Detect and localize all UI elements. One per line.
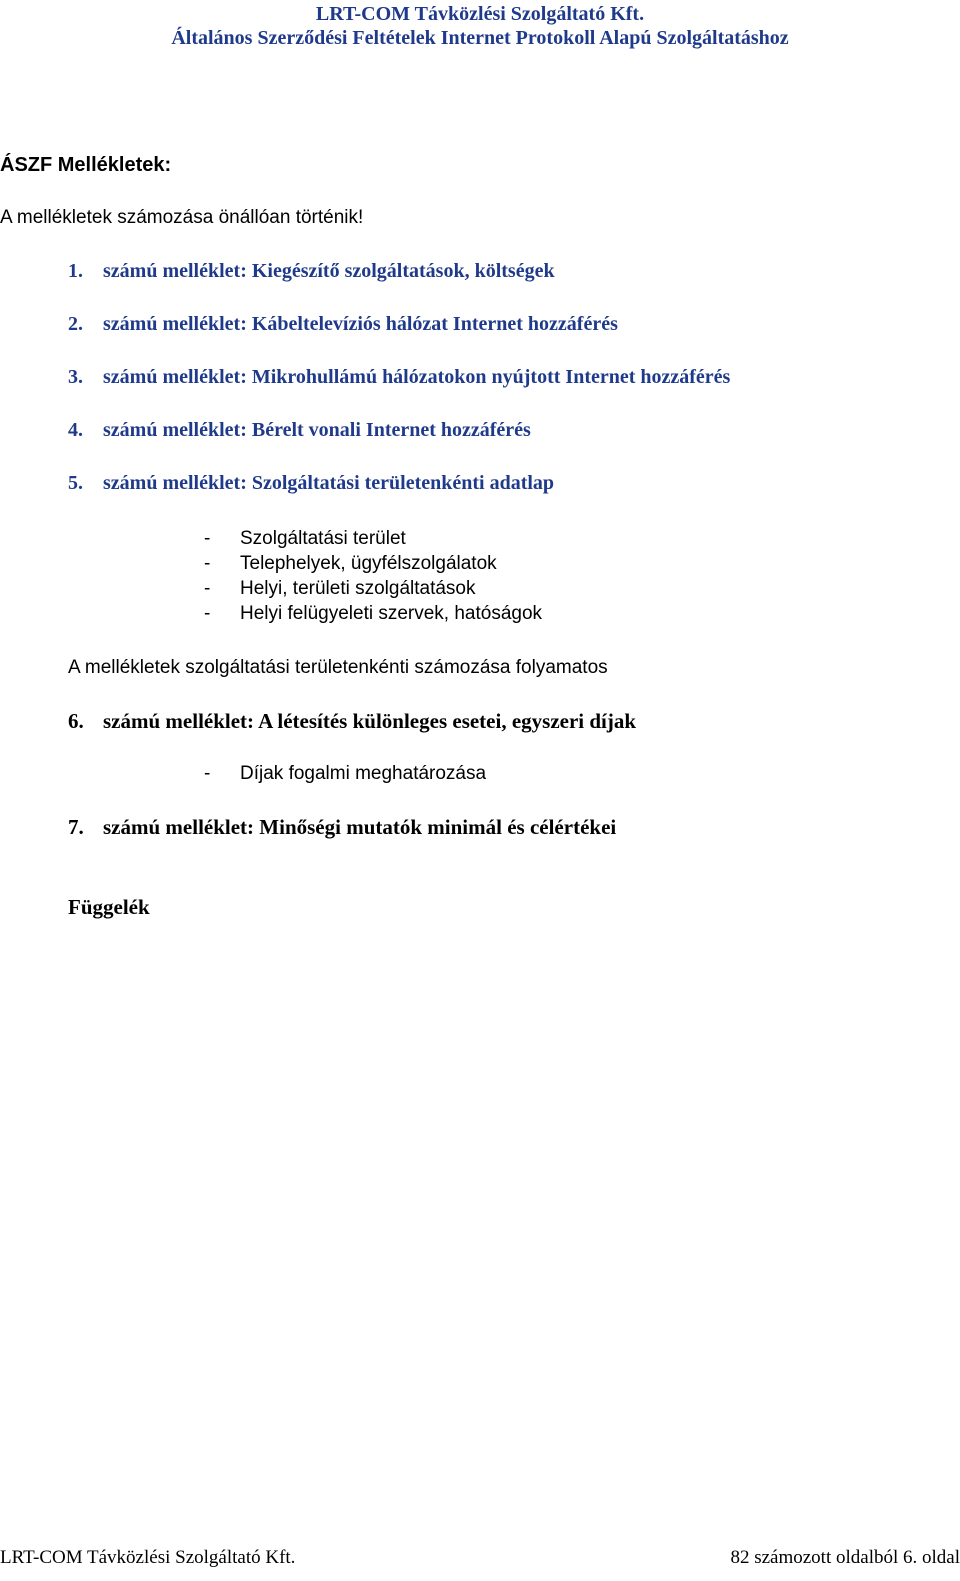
- dash-bullet: -: [204, 528, 211, 549]
- section-title: ÁSZF Mellékletek:: [0, 154, 172, 176]
- list-item-text: Díjak fogalmi meghatározása: [240, 763, 487, 784]
- list-item-text: Szolgáltatási terület: [240, 528, 406, 549]
- footer-company: LRT-COM Távközlési Szolgáltató Kft.: [0, 1547, 296, 1568]
- list-item-text: Telephelyek, ügyfélszolgálatok: [240, 553, 497, 574]
- appendix-number: 4.: [68, 419, 83, 441]
- appendix-number: 2.: [68, 313, 83, 335]
- dash-bullet: -: [204, 603, 211, 624]
- dash-bullet: -: [204, 553, 211, 574]
- appendix-number: 7.: [68, 815, 84, 839]
- header-company: LRT-COM Távközlési Szolgáltató Kft.: [315, 3, 645, 25]
- dash-bullet: -: [204, 578, 211, 599]
- appendix-text: számú melléklet: Minőségi mutatók minimál és célértékei: [103, 815, 617, 839]
- list-item-text: Helyi, területi szolgáltatások: [240, 578, 476, 599]
- appendix-text: számú melléklet: Kiegészítő szolgáltatások, költségek: [103, 260, 555, 282]
- appendix-text: számú melléklet: Kábeltelevíziós hálózat Internet hozzáférés: [103, 313, 618, 335]
- footer-page-number: 82 számozott oldalból 6. oldal: [730, 1547, 960, 1568]
- appendix-text: számú melléklet: Szolgáltatási területenkénti adatlap: [103, 472, 555, 494]
- list-item-text: Helyi felügyeleti szervek, hatóságok: [240, 603, 543, 624]
- appendix-number: 5.: [68, 472, 83, 494]
- appendix-text: számú melléklet: Bérelt vonali Internet hozzáférés: [103, 419, 531, 441]
- fuggelek-heading: Függelék: [68, 895, 150, 919]
- appendix-number: 3.: [68, 366, 83, 388]
- intro-text: A mellékletek számozása önállóan történik!: [0, 207, 364, 228]
- appendix-text: számú melléklet: A létesítés különleges esetei, egyszeri díjak: [103, 709, 637, 733]
- header-document-title: Általános Szerződési Feltételek Internet Protokoll Alapú Szolgáltatáshoz: [171, 27, 789, 49]
- appendix-number: 1.: [68, 260, 83, 282]
- appendix-number: 6.: [68, 709, 84, 733]
- appendix-text: számú melléklet: Mikrohullámú hálózatokon nyújtott Internet hozzáférés: [103, 366, 731, 388]
- numbering-note: A mellékletek szolgáltatási területenkénti számozása folyamatos: [68, 657, 608, 678]
- dash-bullet: -: [204, 763, 211, 784]
